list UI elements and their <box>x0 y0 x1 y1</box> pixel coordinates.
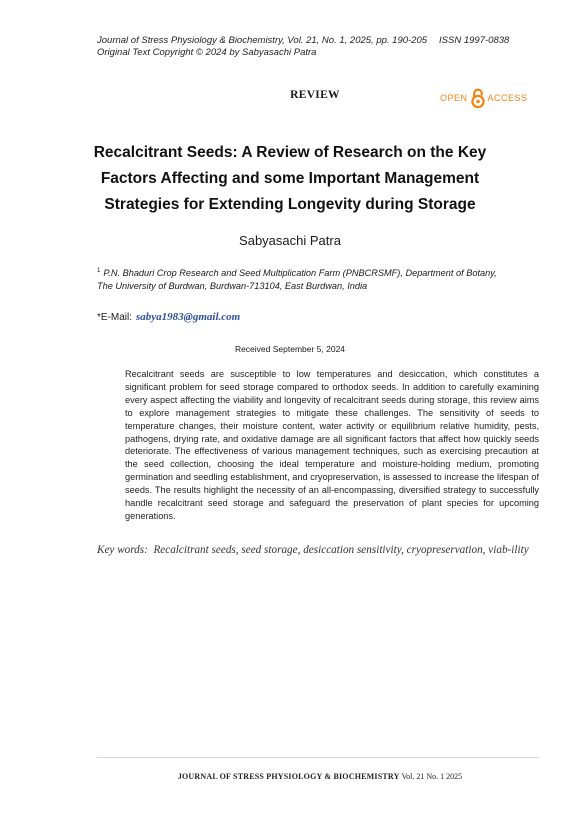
affiliation <box>97 265 537 292</box>
open-access-left-text: OPEN <box>440 93 468 103</box>
citation-text: Journal of Stress Physiology & Biochemistry, Vol. 21, No. 1, 2025, pp. 190-205 <box>97 35 428 46</box>
email-line <box>97 311 240 323</box>
open-access-logo <box>440 88 528 108</box>
copyright-line: Original Text Copyright © 2024 by Sabyasachi Patra <box>97 47 317 58</box>
keywords-label: Key words: <box>97 544 148 556</box>
affiliation-line-1: P.N. Bhaduri Crop Research and Seed Multiplication Farm (PNBCRSMF), Department of Botany, <box>103 268 497 278</box>
abstract-text: Recalcitrant seeds are susceptible to low temperatures and desiccation, which constitutes a significant problem for seed storage compared to orthodox seeds. In addition to carefully examining every aspect affecting the viability and longevity of recalcitrant seeds during storage, this review aims to explore management strategies to mitigate these challenges. The sensitivity of seeds to temperature changes, their moisture content, water activity or equilibrium relative humidity, pests, pathogens, drying rate, and oxidative damage are all significant factors that affect how quickly seeds deteriorate. The effectiveness of various management techniques, such as exercising precaution at the seed collection, choosing the ideal temperature and moisture-holding medium, promoting germination and seedling establishment, and cryopreservation, is assessed to increase the lifespan of seeds. The results highlight the necessity of an all-encompassing, diversified strategy to successfully handle recalcitrant seed storage and safeguard the preservation of plant species for upcoming generations. <box>125 369 539 521</box>
footer-issue: Vol. 21 No. 1 2025 <box>401 772 463 781</box>
journal-footer <box>0 772 580 781</box>
email-label: *E-Mail: <box>97 312 133 323</box>
citation-line <box>97 35 509 47</box>
article-type-label: REVIEW <box>290 89 340 101</box>
author-name: Sabyasachi Patra <box>239 233 341 248</box>
affiliation-marker: 1 <box>97 268 101 274</box>
open-lock-icon <box>471 88 485 108</box>
received-date: Received September 5, 2024 <box>234 344 346 354</box>
paper-title: Recalcitrant Seeds: A Review of Research on the Key Factors Affecting and some Important Management Strategies for Extending Longevity during Storage <box>93 144 487 213</box>
issn-text: ISSN 1997-0838 <box>439 35 510 46</box>
journal-header <box>97 35 509 59</box>
keywords <box>97 543 539 557</box>
footer-journal-name: JOURNAL OF STRESS PHYSIOLOGY & BIOCHEMISTRY <box>177 772 400 781</box>
footer-divider <box>97 757 539 758</box>
keywords-text: Recalcitrant seeds, seed storage, desiccation sensitivity, cryopreservation, viab-ility <box>153 544 529 556</box>
email-link[interactable]: sabya1983@gmail.com <box>136 311 241 323</box>
affiliation-line-2: The University of Burdwan, Burdwan-713104, East Burdwan, India <box>97 280 368 291</box>
open-access-right-text: ACCESS <box>487 93 528 103</box>
